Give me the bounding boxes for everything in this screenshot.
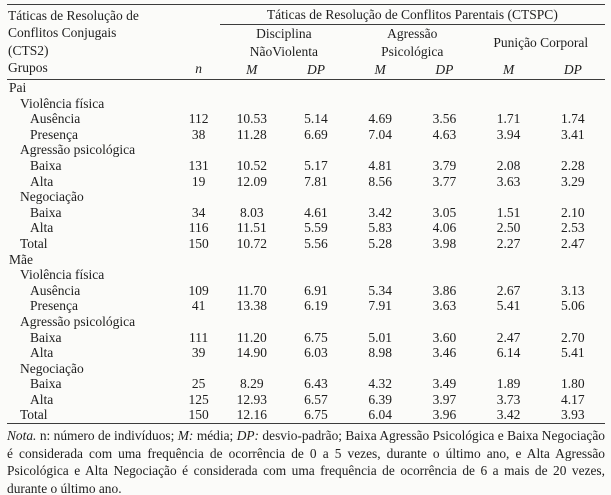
data-cell: 12.09 xyxy=(236,173,267,189)
data-cell: 5.59 xyxy=(304,220,328,236)
row-label: Negociação xyxy=(20,360,84,376)
row-label: Presença xyxy=(30,298,78,314)
note-text: desvio-padrão; Baixa Agressão Psicológica e Baixa Negociação é considerada com uma frequência de ocorrência de 0 a 5 vezes, durante o último ano, e Alta Agressão Psicológica e Alta Negociação é considerada com uma frequência de ocorrência de 6 a mais de 20 vezes, durante o último ano. xyxy=(7,428,605,495)
data-cell xyxy=(178,96,220,112)
group-header-disciplina-naoviolenta xyxy=(220,25,348,61)
data-cell xyxy=(476,267,540,283)
data-cell: 3.29 xyxy=(561,173,585,189)
data-cell xyxy=(476,142,540,158)
data-cell: 3.97 xyxy=(432,391,457,407)
data-cell: 4.63 xyxy=(432,126,457,142)
data-cell xyxy=(541,252,605,268)
group-header-line: Agressão xyxy=(387,26,438,42)
table-row xyxy=(7,205,605,221)
data-cell: 2.67 xyxy=(496,282,521,298)
data-cell xyxy=(348,267,412,283)
data-cell: 8.98 xyxy=(368,345,392,361)
data-cell: 6.91 xyxy=(304,282,328,298)
data-cell xyxy=(541,361,605,377)
data-cell: 3.42 xyxy=(368,204,392,220)
data-cell: 6.04 xyxy=(368,407,392,423)
data-cell: 6.39 xyxy=(368,391,392,407)
data-cell: 3.86 xyxy=(432,282,457,298)
data-cell: 2.53 xyxy=(561,220,585,236)
data-cell xyxy=(412,252,476,268)
data-cell: 5.28 xyxy=(368,235,392,251)
data-cell: 125 xyxy=(188,391,209,407)
data-cell: 3.05 xyxy=(432,204,457,220)
data-cell: 4.61 xyxy=(304,204,328,220)
data-cell xyxy=(284,361,348,377)
data-cell xyxy=(220,267,284,283)
data-cell: 8.56 xyxy=(368,173,392,189)
data-cell: 5.01 xyxy=(368,329,392,345)
data-cell xyxy=(178,361,220,377)
data-cell xyxy=(220,80,284,96)
data-cell: 3.46 xyxy=(432,345,457,361)
data-cell xyxy=(284,252,348,268)
table-row xyxy=(7,361,605,377)
data-cell xyxy=(476,189,540,205)
data-cell xyxy=(541,142,605,158)
data-cell: 112 xyxy=(188,111,209,127)
data-cell: 1.89 xyxy=(496,376,521,392)
row-label: Alta xyxy=(30,173,54,189)
table-note xyxy=(7,427,605,495)
data-cell: 6.03 xyxy=(304,345,328,361)
data-cell xyxy=(412,267,476,283)
data-cell: 7.81 xyxy=(304,173,328,189)
data-cell: 10.52 xyxy=(236,157,267,173)
data-cell: 1.51 xyxy=(496,204,521,220)
data-cell xyxy=(412,189,476,205)
row-label: Agressão psicológica xyxy=(20,313,136,329)
data-cell xyxy=(348,252,412,268)
data-cell: 7.91 xyxy=(368,298,392,314)
stat-header-dp1: DP xyxy=(306,62,325,77)
data-cell: 2.47 xyxy=(561,235,585,251)
note-term: DP: xyxy=(236,428,259,444)
data-cell xyxy=(220,361,284,377)
data-cell xyxy=(178,252,220,268)
table-row xyxy=(7,111,605,127)
data-cell: 131 xyxy=(188,157,209,173)
table-row xyxy=(7,330,605,346)
note-text: n: número de indivíduos; xyxy=(36,428,178,444)
data-cell: 4.06 xyxy=(432,220,457,236)
data-cell xyxy=(541,267,605,283)
data-cell: 3.98 xyxy=(432,235,457,251)
data-cell: 13.38 xyxy=(236,298,267,314)
table-row xyxy=(7,127,605,143)
data-cell: 2.70 xyxy=(561,329,585,345)
row-label: Mãe xyxy=(9,251,33,267)
data-cell xyxy=(284,267,348,283)
data-cell: 6.57 xyxy=(304,391,328,407)
data-cell: 6.75 xyxy=(304,407,328,423)
left-column-header xyxy=(7,5,178,80)
data-cell: 3.73 xyxy=(496,391,521,407)
stat-header-m3: M xyxy=(502,62,515,77)
data-cell: 11.70 xyxy=(236,282,267,298)
table-row xyxy=(7,236,605,252)
data-cell xyxy=(178,80,220,96)
data-cell: 3.42 xyxy=(496,407,521,423)
data-cell: 150 xyxy=(188,235,209,251)
row-label: Agressão psicológica xyxy=(20,142,136,158)
data-cell: 14.90 xyxy=(236,345,267,361)
note-term: Nota. xyxy=(7,428,37,444)
table-body xyxy=(7,80,605,424)
table-header xyxy=(7,5,605,80)
data-cell xyxy=(476,252,540,268)
table-row xyxy=(7,298,605,314)
row-label: Violência física xyxy=(20,267,105,283)
left-header-line-4: Grupos xyxy=(8,60,48,76)
data-cell: 25 xyxy=(191,376,206,392)
table-row xyxy=(7,80,605,96)
data-cell xyxy=(348,314,412,330)
data-cell: 11.51 xyxy=(236,220,267,236)
data-cell: 2.10 xyxy=(561,204,585,220)
data-cell xyxy=(348,142,412,158)
data-cell xyxy=(476,361,540,377)
data-cell: 5.34 xyxy=(368,282,392,298)
data-cell: 3.49 xyxy=(432,376,457,392)
row-label: Ausência xyxy=(30,282,81,298)
table-row xyxy=(7,158,605,174)
data-cell: 3.96 xyxy=(432,407,457,423)
data-cell: 2.08 xyxy=(496,157,521,173)
data-cell: 8.03 xyxy=(239,204,264,220)
data-cell xyxy=(476,96,540,112)
row-label: Presença xyxy=(30,126,78,142)
data-cell xyxy=(220,189,284,205)
data-cell: 2.27 xyxy=(496,235,521,251)
data-cell xyxy=(541,314,605,330)
table-row xyxy=(7,252,605,268)
data-cell: 10.72 xyxy=(236,235,267,251)
data-cell: 150 xyxy=(188,407,209,423)
row-label: Baixa xyxy=(30,329,62,345)
data-cell: 3.56 xyxy=(432,111,457,127)
table-row xyxy=(7,220,605,236)
data-cell xyxy=(412,80,476,96)
data-cell: 5.06 xyxy=(561,298,585,314)
data-cell: 6.43 xyxy=(304,376,328,392)
data-cell: 1.71 xyxy=(496,111,521,127)
note-term: M: xyxy=(177,428,194,444)
data-cell: 116 xyxy=(188,220,209,236)
data-cell xyxy=(284,314,348,330)
table-row xyxy=(7,407,605,423)
data-cell: 3.41 xyxy=(561,126,585,142)
data-cell: 3.63 xyxy=(432,298,457,314)
data-cell xyxy=(348,80,412,96)
data-cell xyxy=(220,142,284,158)
data-cell: 7.04 xyxy=(368,126,392,142)
statistics-table xyxy=(7,4,605,424)
data-cell: 2.50 xyxy=(496,220,521,236)
data-cell xyxy=(412,142,476,158)
stat-header-dp3: DP xyxy=(563,62,582,77)
table-row xyxy=(7,345,605,361)
table-row xyxy=(7,142,605,158)
data-cell: 8.29 xyxy=(239,376,264,392)
stat-header-dp2: DP xyxy=(435,62,454,77)
data-cell: 5.83 xyxy=(368,220,392,236)
group-header-line: Punição Corporal xyxy=(493,34,589,50)
row-label: Total xyxy=(20,235,48,251)
data-cell: 5.14 xyxy=(304,111,328,127)
row-label: Negociação xyxy=(20,189,84,205)
data-cell: 109 xyxy=(188,282,209,298)
data-cell: 5.41 xyxy=(561,345,585,361)
data-cell: 4.81 xyxy=(368,157,392,173)
data-cell: 4.32 xyxy=(368,376,392,392)
data-cell: 6.19 xyxy=(304,298,328,314)
row-label: Pai xyxy=(9,80,27,95)
data-cell: 5.17 xyxy=(304,157,328,173)
data-cell xyxy=(348,96,412,112)
note-text: média; xyxy=(193,428,237,444)
data-cell xyxy=(348,361,412,377)
data-cell: 1.80 xyxy=(561,376,585,392)
data-cell xyxy=(541,96,605,112)
left-header-line-2: Conflitos Conjugais xyxy=(8,25,117,41)
row-label: Alta xyxy=(30,220,54,236)
data-cell: 10.53 xyxy=(236,111,267,127)
data-cell: 12.93 xyxy=(236,391,267,407)
left-header-line-3: (CTS2) xyxy=(8,42,49,58)
data-cell xyxy=(220,96,284,112)
data-cell xyxy=(284,96,348,112)
data-cell: 4.17 xyxy=(561,391,585,407)
row-label: Total xyxy=(20,407,48,423)
table-row xyxy=(7,376,605,392)
n-column-header: n xyxy=(195,61,202,76)
table-row xyxy=(7,189,605,205)
data-cell xyxy=(412,96,476,112)
data-cell: 11.20 xyxy=(236,329,267,345)
data-cell xyxy=(284,189,348,205)
data-cell: 3.93 xyxy=(561,407,585,423)
data-cell xyxy=(284,142,348,158)
group-header-line: Psicológica xyxy=(381,43,444,59)
row-label: Baixa xyxy=(30,157,62,173)
data-cell xyxy=(541,189,605,205)
data-cell: 2.47 xyxy=(496,329,521,345)
data-cell xyxy=(220,314,284,330)
group-header-punicao-corporal xyxy=(476,25,605,61)
table-row xyxy=(7,96,605,112)
table-row xyxy=(7,392,605,408)
data-cell: 19 xyxy=(191,173,206,189)
data-cell xyxy=(178,314,220,330)
data-cell: 111 xyxy=(188,329,209,345)
data-cell: 6.75 xyxy=(304,329,328,345)
group-header-agressao-psicologica xyxy=(348,25,476,61)
table-row xyxy=(7,267,605,283)
table-row xyxy=(7,283,605,299)
data-cell xyxy=(541,80,605,96)
row-label: Ausência xyxy=(30,111,81,127)
data-cell: 41 xyxy=(191,298,206,314)
data-cell xyxy=(476,314,540,330)
data-cell xyxy=(284,80,348,96)
data-cell: 5.41 xyxy=(496,298,521,314)
data-cell: 12.16 xyxy=(236,407,267,423)
data-cell: 3.94 xyxy=(496,126,521,142)
stat-header-m1: M xyxy=(246,62,258,77)
data-cell xyxy=(178,189,220,205)
group-header-line: NãoViolenta xyxy=(249,43,318,59)
data-cell: 39 xyxy=(191,345,206,361)
data-cell: 5.56 xyxy=(304,235,328,251)
data-cell xyxy=(178,267,220,283)
data-cell: 6.14 xyxy=(496,345,521,361)
ctspc-span-header: Táticas de Resolução de Conflitos Parentais (CTSPC) xyxy=(220,5,605,25)
data-cell: 38 xyxy=(191,126,206,142)
row-label: Violência física xyxy=(20,95,105,111)
row-label: Baixa xyxy=(30,376,62,392)
data-cell: 3.77 xyxy=(432,173,457,189)
data-cell: 1.74 xyxy=(561,111,585,127)
data-cell xyxy=(476,80,540,96)
left-header-line-1: Táticas de Resolução de xyxy=(8,8,139,23)
stat-header-m2: M xyxy=(374,62,386,77)
data-cell: 11.28 xyxy=(236,126,267,142)
table-row xyxy=(7,174,605,190)
data-cell: 3.79 xyxy=(432,157,457,173)
data-cell xyxy=(348,189,412,205)
data-cell: 34 xyxy=(191,204,206,220)
data-cell: 3.63 xyxy=(496,173,521,189)
row-label: Alta xyxy=(30,345,54,361)
data-cell: 3.60 xyxy=(432,329,457,345)
data-cell xyxy=(412,361,476,377)
data-cell xyxy=(412,314,476,330)
row-label: Baixa xyxy=(30,204,62,220)
data-cell: 2.28 xyxy=(561,157,585,173)
data-cell xyxy=(220,252,284,268)
table-row xyxy=(7,314,605,330)
row-label: Alta xyxy=(30,391,54,407)
data-cell: 6.69 xyxy=(304,126,328,142)
group-header-line: Disciplina xyxy=(256,26,312,42)
data-cell: 4.69 xyxy=(368,111,392,127)
data-cell: 3.13 xyxy=(561,282,585,298)
data-cell xyxy=(178,142,220,158)
